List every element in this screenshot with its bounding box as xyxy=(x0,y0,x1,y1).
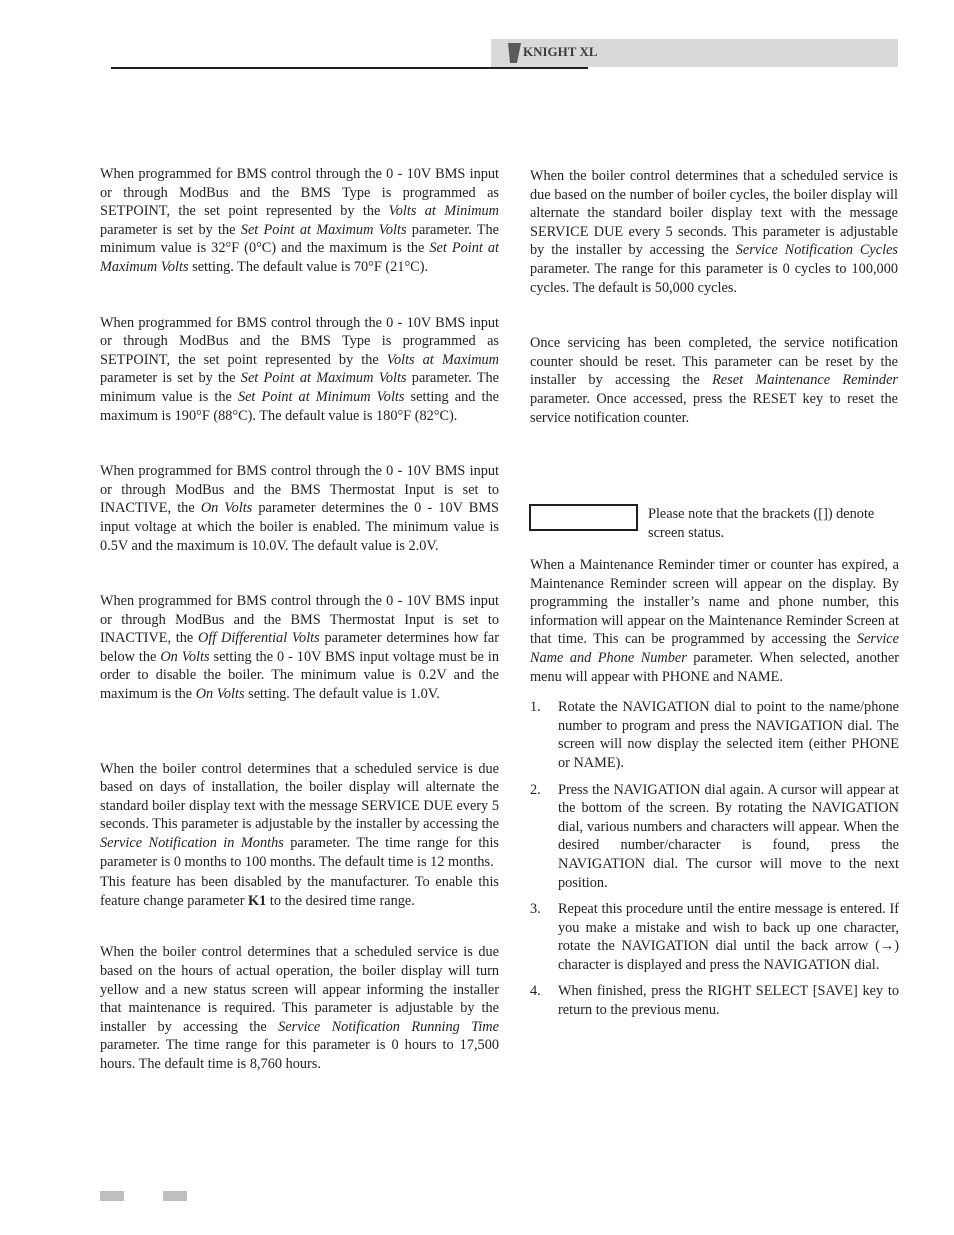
bracket-note: Please note that the brackets ([]) denote screen status. xyxy=(648,506,875,541)
paragraph-maintenance-reminder: When a Maintenance Reminder timer or counter has expired, a Maintenance Reminder screen will appear on the display. By programming the installer’s name and phone number, this information will appear on the Maintenance Reminder Screen at that time. This can be programmed by accessing the Service Name and Phone Number parameter. When selected, another menu will appear with PHONE and NAME. xyxy=(530,557,899,685)
header-rule xyxy=(111,67,588,69)
footer-block-left xyxy=(100,1191,124,1201)
right-column-bottom xyxy=(530,556,899,1020)
note-label-box xyxy=(529,504,638,531)
right-column-top xyxy=(530,167,898,427)
paragraph-on-volts: When programmed for BMS control through the 0 - 10V BMS input or through ModBus and the BMS Thermostat Input is set to INACTIVE, the On Volts parameter determines the 0 - 10V BMS input voltage at which the boiler is enabled. The minimum value is 0.5V and the maximum is 10.0V. The default value is 2.0V. xyxy=(100,463,499,554)
step-4: 4. When finished, press the RIGHT SELECT [SAVE] key to return to the previous menu. xyxy=(530,983,899,1019)
paragraph-service-running-time: When the boiler control determines that a scheduled service is due based on the hours of actual operation, the boiler display will turn yellow and a new status screen will appear informing the installer that maintenance is required. This parameter is adjustable by the installer by accessing the Service Notification Running Time parameter. The time range for this parameter is 0 hours to 17,500 hours. The default time is 8,760 hours. xyxy=(100,944,499,1072)
footer-block-right xyxy=(163,1191,187,1201)
logo-text: KNIGHT XL xyxy=(523,44,598,59)
step-2: 2. Press the NAVIGATION dial again. A cursor will appear at the bottom of the screen. By rotating the NAVIGATION dial, various numbers and characters will appear. When the desired number/character is found, press the NAVIGATION dial. The cursor will move to the next position. xyxy=(530,781,899,891)
brand-logo xyxy=(505,40,598,66)
step-3: 3. Repeat this procedure until the entire message is entered. If you make a mistake and wish to back up one character, rotate the NAVIGATION dial until the back arrow (→) character is displayed and press the NAVIGATION dial. xyxy=(530,901,899,973)
paragraph-reset-reminder: Once servicing has been completed, the service notification counter should be reset. This parameter can be reset by the installer by accessing the Reset Maintenance Reminder parameter. Once accessed, press the RESET key to reset the service notification counter. xyxy=(530,335,898,426)
paragraph-off-differential-volts: When programmed for BMS control through the 0 - 10V BMS input or through ModBus and the BMS Thermostat Input is set to INACTIVE, the Off Differential Volts parameter determines how far below the On Volts setting the 0 - 10V BMS input voltage must be in order to disable the boiler. The minimum value is 0.2V and the maximum is the On Volts setting. The default value is 1.0V. xyxy=(100,593,499,703)
paragraph-volts-at-minimum: When programmed for BMS control through the 0 - 10V BMS input or through ModBus and the BMS Type is programmed as SETPOINT, the set point represented by the Volts at Minimum parameter is set by the Set Point at Maximum Volts parameter. The minimum value is 32°F (0°C) and the maximum is the Set Point at Maximum Volts setting. The default value is 70°F (21°C). xyxy=(100,166,500,275)
paragraph-disabled-note: This feature has been disabled by the manufacturer. To enable this feature change parameter K1 to the desired time range. xyxy=(100,874,499,909)
left-column xyxy=(100,165,499,1074)
paragraph-service-cycles: When the boiler control determines that a scheduled service is due based on the number of boiler cycles, the boiler display will alternate the standard boiler display text with the message SERVICE DUE every 5 seconds. This parameter is adjustable by the installer by accessing the Service Notification Cycles parameter. The range for this parameter is 0 cycles to 100,000 cycles. The default is 50,000 cycles. xyxy=(530,168,898,296)
step-1: 1. Rotate the NAVIGATION dial to point to the name/phone number to program and press the NAVIGATION dial. The screen will now display the selected item (either PHONE or NAME). xyxy=(530,699,899,771)
paragraph-volts-at-maximum: When programmed for BMS control through the 0 - 10V BMS input or through ModBus and the BMS Type is programmed as SETPOINT, the set point represented by the Volts at Maximum parameter is set by the Set Point at Maximum Volts parameter. The minimum value is the Set Point at Minimum Volts setting and the maximum is 190°F (88°C). The default value is 180°F (82°C). xyxy=(100,314,500,424)
paragraph-service-months: When the boiler control determines that a scheduled service is due based on days of installation, the boiler display will alternate the standard boiler display text with the message SERVICE DUE every 5 seconds. This parameter is adjustable by the installer by accessing the Service Notification in Months parameter. The time range for this parameter is 0 months to 100 months. The default time is 12 months. xyxy=(100,760,499,870)
